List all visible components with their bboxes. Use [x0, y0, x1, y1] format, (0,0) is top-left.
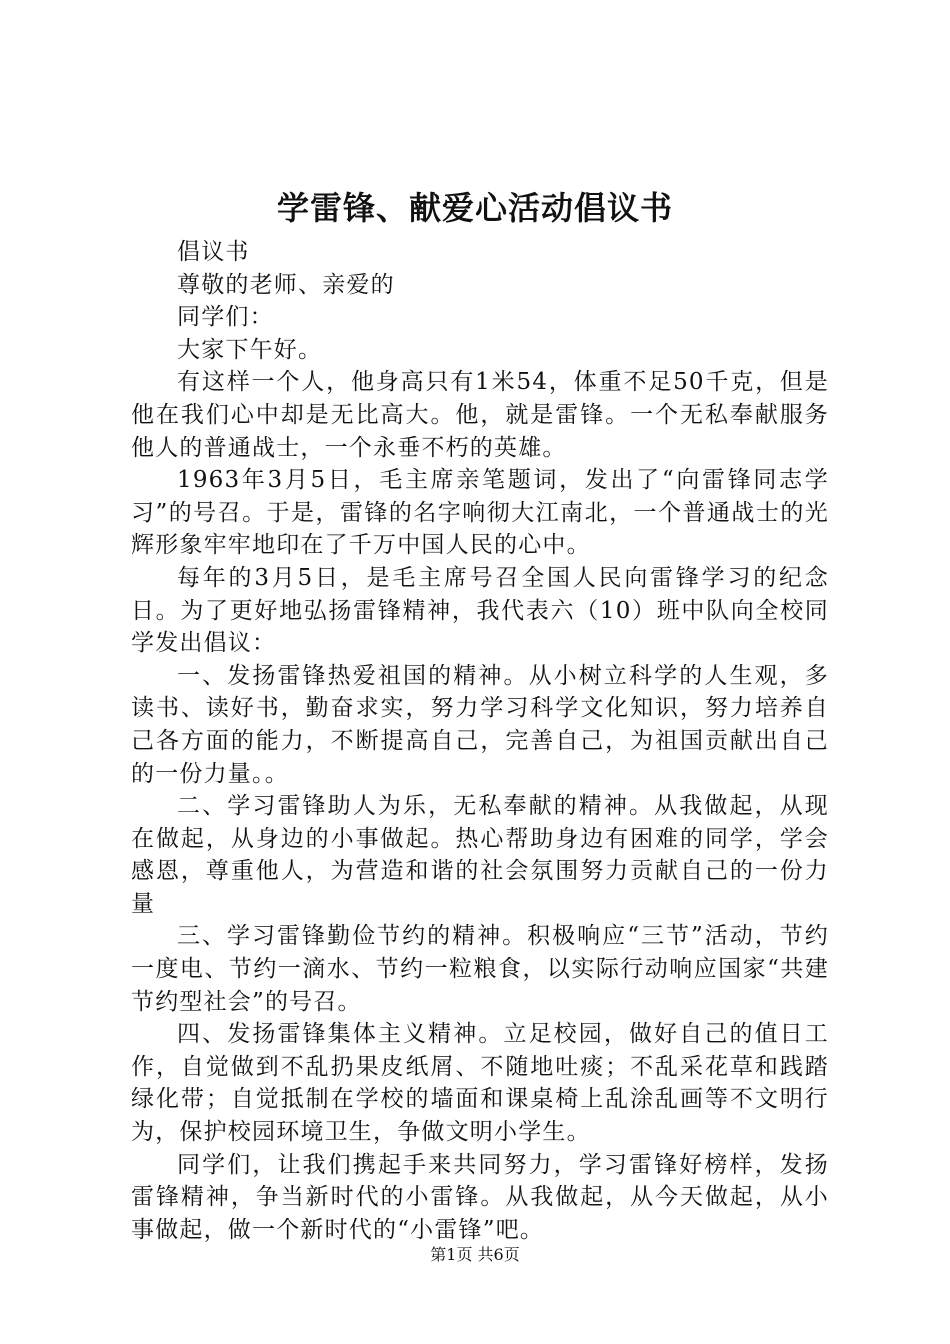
paragraph-closing: 同学们，让我们携起手来共同努力，学习雷锋好榜样，发扬雷锋精神，争当新时代的小雷锋。从我做起，从今天做起，从小事做起，做一个新时代的“小雷锋”吧。 — [131, 1151, 829, 1243]
paragraph-history: 1963年3月5日，毛主席亲笔题词，发出了“向雷锋同志学习”的号召。于是，雷锋的名字响彻大江南北，一个普通战士的光辉形象牢牢地印在了千万中国人民的心中。 — [131, 467, 829, 559]
page-number: 第1页 共6页 — [430, 1245, 520, 1264]
paragraph-point-1: 一、发扬雷锋热爱祖国的精神。从小树立科学的人生观，多读书、读好书，勤奋求实，努力学习科学文化知识，努力培养自己各方面的能力，不断提高自己，完善自己，为祖国贡献出自己的一份力量。。 — [131, 662, 829, 787]
paragraph-intro: 有这样一个人，他身高只有1米54，体重不足50千克，但是他在我们心中却是无比高大。他，就是雷锋。一个无私奉献服务他人的普通战士，一个永垂不朽的英雄。 — [131, 369, 829, 461]
paragraph-point-2: 二、学习雷锋助人为乐，无私奉献的精神。从我做起，从现在做起，从身边的小事做起。热心帮助身边有困难的同学，学会感恩，尊重他人，为营造和谐的社会氛围努力贡献自己的一份力量 — [131, 793, 829, 917]
paragraph-proposal: 每年的3月5日，是毛主席号召全国人民向雷锋学习的纪念日。为了更好地弘扬雷锋精神，我代表六（10）班中队向全校同学发出倡议： — [131, 564, 829, 657]
document-title: 学雷锋、献爱心活动倡议书 — [276, 189, 673, 227]
paragraph-salutation: 尊敬的老师、亲爱的 — [177, 271, 395, 298]
paragraph-salutation-cont: 同学们： — [177, 304, 274, 331]
paragraph-greeting: 大家下午好。 — [177, 336, 323, 363]
paragraph-heading: 倡议书 — [177, 239, 250, 265]
paragraph-point-3: 三、学习雷锋勤俭节约的精神。积极响应“三节”活动，节约一度电、节约一滴水、节约一粒粮食，以实际行动响应国家“共建节约型社会”的号召。 — [131, 923, 829, 1015]
paragraph-point-4: 四、发扬雷锋集体主义精神。立足校园，做好自己的值日工作，自觉做到不乱扔果皮纸屑、不随地吐痰；不乱采花草和践踏绿化带；自觉抵制在学校的墙面和课桌椅上乱涂乱画等不文明行为，保护校园环境卫生，争做文明小学生。 — [131, 1021, 829, 1146]
document-body — [131, 236, 829, 1246]
